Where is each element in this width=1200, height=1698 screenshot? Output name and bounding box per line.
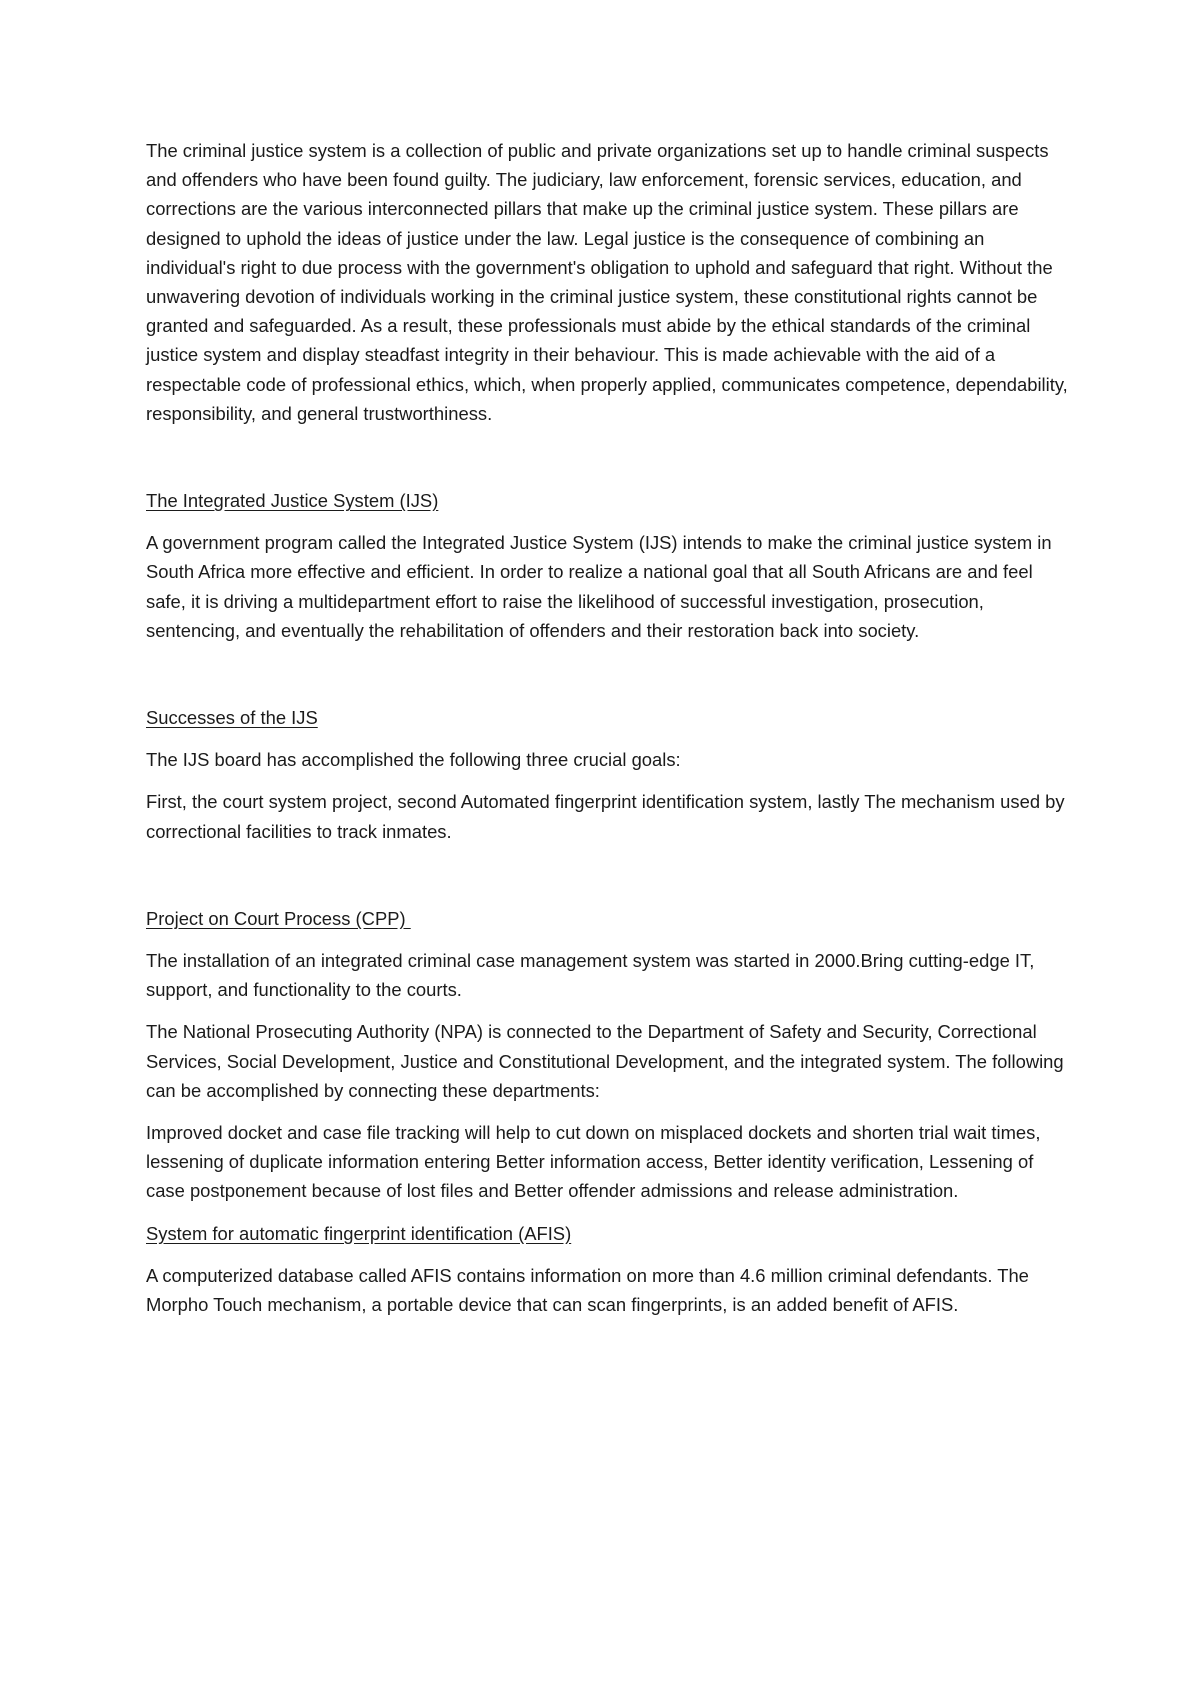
- successes-heading: Successes of the IJS: [146, 707, 318, 729]
- successes-paragraph-1: The IJS board has accomplished the following three crucial goals:: [146, 749, 681, 771]
- cpp-paragraph-1: The installation of an integrated criminal case management system was started in 2000.Bring cutting-edge IT, support, and functionality to the courts.: [146, 950, 1035, 1001]
- cpp-paragraph-2: The National Prosecuting Authority (NPA) is connected to the Department of Safety and Security, Correctional Services, Social Development, Justice and Constitutional Development, and the integrated system. The following can be accomplished by connecting these departments:: [146, 1021, 1064, 1101]
- cpp-paragraph-3: Improved docket and case file tracking will help to cut down on misplaced dockets and shorten trial wait times, lessening of duplicate information entering Better information access, Better identity verification, Lessening of case postponement because of lost files and Better offender admissions and release administration.: [146, 1122, 1041, 1202]
- afis-paragraph: A computerized database called AFIS contains information on more than 4.6 million criminal defendants. The Morpho Touch mechanism, a portable device that can scan fingerprints, is an added benefit of AFIS.: [146, 1264, 1029, 1316]
- intro-paragraph: The criminal justice system is a collection of public and private organizations set up to handle criminal suspects and offenders who have been found guilty. The judiciary, law enforcement, forensic services, education, and corrections are the various interconnected pillars that make up the criminal justice system. These pillars are designed to uphold the ideas of justice under the law. Legal justice is the consequence of combining an individual's right to due process with the government's obligation to uphold and safeguard that right. Without the unwavering devotion of individuals working in the criminal justice system, these constitutional rights cannot be granted and safeguarded. As a result, these professionals must abide by the ethical standards of the criminal justice system and display steadfast integrity in their behaviour. This is made achievable with the aid of a respectable code of professional ethics, which, when properly applied, communicates competence, dependability, responsibility, and general trustworthiness.: [146, 140, 1068, 424]
- afis-heading: System for automatic fingerprint identification (AFIS): [146, 1222, 572, 1244]
- ijs-paragraph: A government program called the Integrated Justice System (IJS) intends to make the criminal justice system in South Africa more effective and efficient. In order to realize a national goal that all South Africans are and feel safe, it is driving a multidepartment effort to raise the likelihood of successful investigation, prosecution, sentencing, and eventually the rehabilitation of offenders and their restoration back into society.: [146, 532, 1052, 641]
- ijs-heading: The Integrated Justice System (IJS): [146, 490, 439, 512]
- document-body: [146, 136, 1076, 1319]
- successes-paragraph-2: First, the court system project, second Automated fingerprint identification system, lastly The mechanism used by correctional facilities to track inmates.: [146, 791, 1065, 842]
- cpp-heading: Project on Court Process (CPP): [146, 907, 411, 929]
